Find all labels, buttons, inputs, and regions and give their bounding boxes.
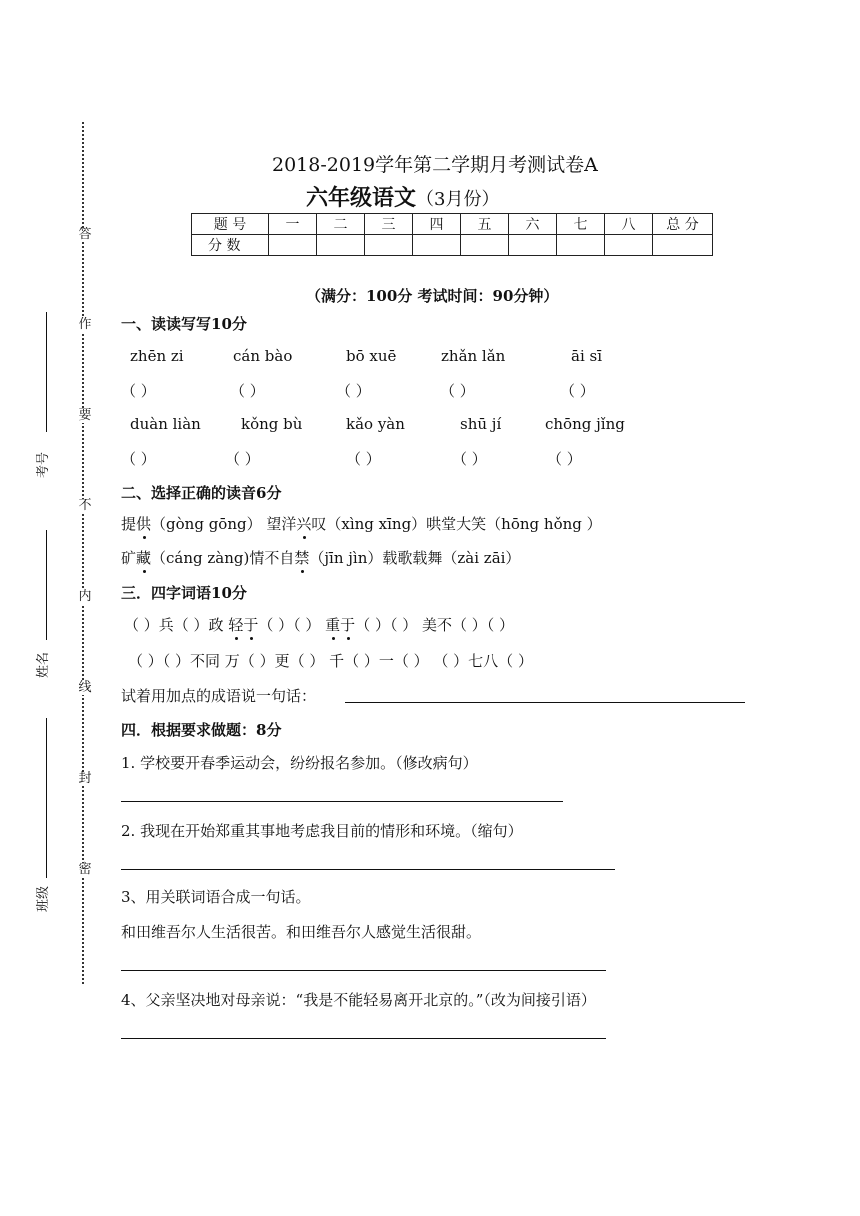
pinyin-10: chōng jǐng [545,415,625,433]
section4-heading: 四．根据要求做题：8分 [121,721,282,739]
score-input-cell[interactable] [461,235,509,256]
binding-char-da: 答 [78,227,92,242]
section3-prompt: 试着用加点的成语说一句话： [121,687,317,705]
class-label: 班级 [36,885,51,912]
binding-char-xian: 线 [78,680,92,695]
section3-heading: 三．四字词语10分 [121,584,247,602]
score-cell: 题 号 [192,214,269,235]
dotted-char: 于 [340,616,356,634]
pinyin-2: cán bào [233,347,293,365]
answer-box-2[interactable]: （ ） [230,382,265,400]
binding-char-yao: 要 [78,408,92,423]
score-input-cell[interactable] [509,235,557,256]
answer-box-10[interactable]: （ ） [547,450,582,468]
binding-char-feng: 封 [78,771,92,786]
idiom-sentence-line[interactable] [345,702,745,703]
score-input-cell[interactable] [269,235,317,256]
answer-box-9[interactable]: （ ） [452,450,487,468]
score-table-header-row [192,214,713,235]
exam-no-label: 考号 [36,451,51,478]
score-input-cell[interactable] [557,235,605,256]
binding-char-bu: 不 [78,498,92,513]
section2-line2 [121,547,520,568]
section3-row1 [124,614,514,635]
question-3: 3、用关联词语合成一句话。 [121,888,311,906]
score-cell: 二 [317,214,365,235]
dotted-char: 供 [136,515,152,533]
pinyin-7: kǒng bù [241,415,303,433]
answer-line-1[interactable] [121,801,563,802]
answer-box-8[interactable]: （ ） [346,450,381,468]
question-1: 1. 学校要开春季运动会，纷纷报名参加。（修改病句） [121,754,478,772]
s2-text: 矿 [121,549,137,567]
section2-heading: 二、选择正确的读音6分 [121,484,282,502]
pinyin-9: shū jí [460,415,502,433]
pinyin-1: zhēn zi [130,347,184,365]
s2-text[interactable]: （gòng gōng） 望洋 [151,515,297,533]
pinyin-6: duàn liàn [130,415,201,433]
dotted-char: 藏 [136,549,152,567]
s2-text: 提 [121,515,137,533]
class-line[interactable] [46,718,47,878]
question-2: 2. 我现在开始郑重其事地考虑我目前的情形和环境。（缩句） [121,822,523,840]
s2-text[interactable]: 叹（xìng xīng）哄堂大笑（hōng hǒng ） [311,515,602,533]
score-input-cell[interactable] [605,235,653,256]
subtitle-paren: （3月份） [416,189,500,210]
exam-no-line[interactable] [46,312,47,432]
binding-char-zuo: 作 [78,317,92,332]
dotted-char: 兴 [296,515,312,533]
score-input-cell[interactable] [653,235,713,256]
pinyin-8: kǎo yàn [346,415,405,433]
answer-box-7[interactable]: （ ） [225,450,260,468]
score-table-score-row [192,235,713,256]
section1-heading: 一、读读写写10分 [121,315,247,333]
answer-box-3[interactable]: （ ） [336,382,371,400]
score-table [191,213,713,256]
score-input-cell[interactable] [317,235,365,256]
name-label: 姓名 [36,651,51,678]
score-cell: 五 [461,214,509,235]
pinyin-4: zhǎn lǎn [441,347,506,365]
question-3-text: 和田维吾尔人生活很苦。和田维吾尔人感觉生活很甜。 [121,923,482,941]
answer-line-4[interactable] [121,1038,606,1039]
s3-text[interactable]: （ ）（ ） 美不（ ）（ ） [355,616,515,634]
exam-info: （满分：100分 考试时间：90分钟） [306,287,559,305]
dotted-char: 重 [325,616,341,634]
question-4: 4、父亲坚决地对母亲说：“我是不能轻易离开北京的。”（改为间接引语） [121,991,596,1009]
score-cell: 六 [509,214,557,235]
pinyin-5: āi sī [571,347,603,365]
binding-char-mi: 密 [78,862,92,877]
answer-line-2[interactable] [121,869,615,870]
answer-box-6[interactable]: （ ） [121,450,156,468]
s2-text[interactable]: （cáng zàng)情不自 [151,549,295,567]
score-cell: 一 [269,214,317,235]
binding-char-nei: 内 [78,589,92,604]
dotted-char: 禁 [294,549,310,567]
answer-line-3[interactable] [121,970,606,971]
exam-subtitle [306,181,499,212]
dotted-char: 轻 [228,616,244,634]
name-line[interactable] [46,530,47,640]
score-input-cell[interactable] [365,235,413,256]
score-cell: 七 [557,214,605,235]
score-cell: 三 [365,214,413,235]
answer-box-4[interactable]: （ ） [440,382,475,400]
s3-text[interactable]: （ ）兵（ ）政 [124,616,229,634]
section3-row2[interactable]: （ ）（ ）不同 万（ ）更（ ） 千（ ）一（ ） （ ）七八（ ） [128,652,533,670]
s3-text[interactable]: （ ）（ ） [258,616,326,634]
score-cell: 四 [413,214,461,235]
score-cell: 总 分 [653,214,713,235]
subtitle-main: 六年级语文 [306,185,417,211]
score-row-label: 分 数 [192,235,269,256]
pinyin-3: bō xuē [346,347,397,365]
answer-box-5[interactable]: （ ） [560,382,595,400]
score-cell: 八 [605,214,653,235]
answer-box-1[interactable]: （ ） [121,382,156,400]
score-input-cell[interactable] [413,235,461,256]
dotted-char: 于 [243,616,259,634]
binding-dotted-line [82,122,84,984]
s2-text[interactable]: （jīn jìn）载歌载舞（zài zāi） [309,549,521,567]
exam-title: 2018-2019学年第二学期月考测试卷A [272,154,598,176]
section2-line1 [121,513,602,534]
